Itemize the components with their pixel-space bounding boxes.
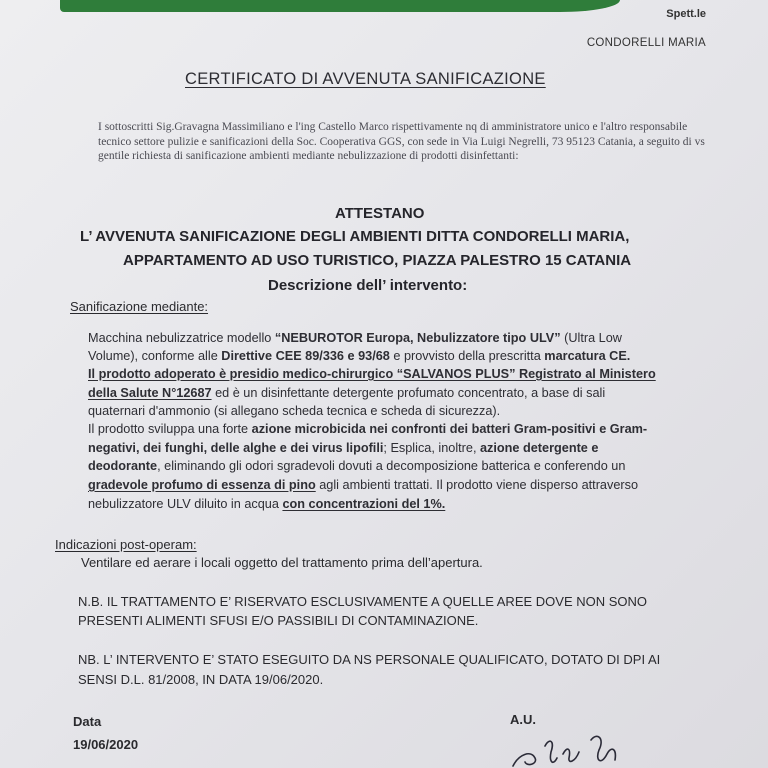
sanification-method-label: Sanificazione mediante: [70,299,209,314]
handwritten-signature [505,732,645,768]
date-value: 19/06/2020 [73,737,139,752]
nb-note-2-line2: SENSI D.L. 81/2008, IN DATA 19/06/2020. [78,672,324,687]
post-operam-instructions: Ventilare ed aerare i locali oggetto del trattamento prima dell’apertura. [81,555,483,570]
body-line: Il prodotto sviluppa una forte azione microbicida nei confronti dei batteri Gram-positivi e Gram- [88,422,648,436]
nb-note-1-line1: N.B. IL TRATTAMENTO E’ RISERVATO ESCLUSIVAMENTE A QUELLE AREE DOVE NON SONO [78,594,648,609]
body-line: negativi, dei funghi, delle alghe e dei virus lipofili; Esplica, inoltre, azione detergente e [88,441,599,455]
attestano-heading: ATTESTANO [335,205,425,222]
date-label: Data [73,714,102,729]
intervention-description-heading: Descrizione dell’ intervento: [268,277,468,294]
salutation: Spett.le [666,8,706,20]
body-line: gradevole profumo di essenza di pino agli ambienti trattati. Il prodotto viene disperso attraverso [88,478,639,492]
recipient-name: CONDORELLI MARIA [586,37,706,49]
post-operam-label: Indicazioni post-operam: [55,537,197,552]
sanification-heading-line2: APPARTAMENTO AD USO TURISTICO, PIAZZA PALESTRO 15 CATANIA [123,252,632,269]
signatory-label: A.U. [510,712,536,727]
letterhead-green-band [60,0,620,12]
body-line: quaternari d'ammonio (si allegano scheda tecnica e scheda di sicurezza). [88,404,501,418]
intro-paragraph: I sottoscritti Sig.Gravagna Massimiliano e l'ing Castello Marco rispettivamente nq di amministratore unico e l'altro responsabile tecnico settore pulizie e sanificazioni della Soc. Cooperativa GGS, con sede in Via Luigi Negrelli, 73 95123 Catania, a seguito di vs gentile richiesta di sanificazione ambienti mediante nebulizzazione di prodotti disinfettanti: [98,121,705,162]
sanification-heading-line1: L’ AVVENUTA SANIFICAZIONE DEGLI AMBIENTI DITTA CONDORELLI MARIA, [80,228,630,245]
body-line: della Salute N°12687 ed è un disinfettante detergente profumato concentrato, a base di sali [88,386,606,400]
body-line: Volume), conforme alle Direttive CEE 89/336 e 93/68 e provvisto della prescritta marcatura CE. [88,349,631,363]
body-line: Macchina nebulizzatrice modello “NEBUROTOR Europa, Nebulizzatore tipo ULV” (Ultra Low [88,331,622,345]
body-line: nebulizzatore ULV diluito in acqua con concentrazioni del 1%. [88,497,446,511]
body-line: Il prodotto adoperato è presidio medico-chirurgico “SALVANOS PLUS” Registrato al Ministero [88,367,656,381]
body-line: deodorante, eliminando gli odori sgradevoli dovuti a decomposizione batterica e conferendo un [88,459,626,473]
nb-note-1-line2: PRESENTI ALIMENTI SFUSI E/O PASSIBILI DI CONTAMINAZIONE. [78,613,479,628]
nb-note-2-line1: NB. L’ INTERVENTO E’ STATO ESEGUITO DA NS PERSONALE QUALIFICATO, DOTATO DI DPI AI [78,652,661,667]
document-title: CERTIFICATO DI AVVENUTA SANIFICAZIONE [185,70,546,88]
